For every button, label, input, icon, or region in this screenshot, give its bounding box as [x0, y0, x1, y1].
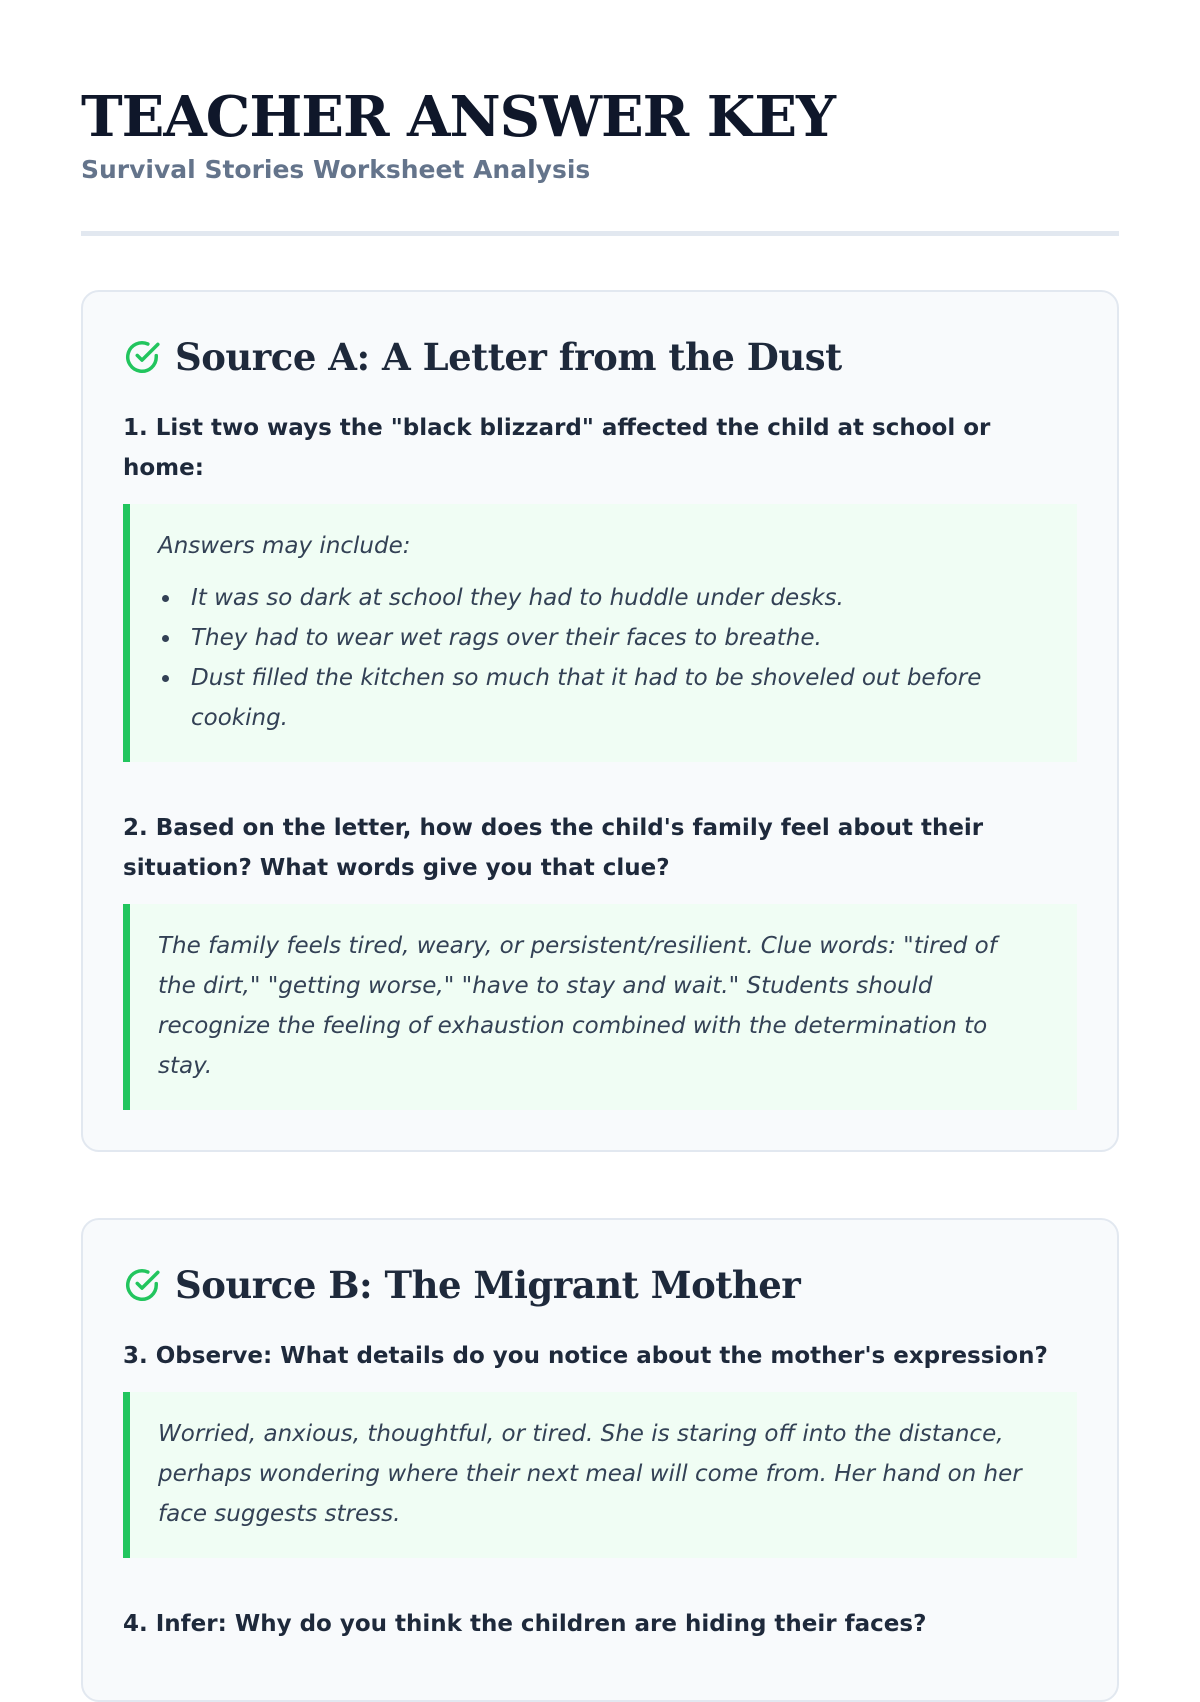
answer-1-intro: Answers may include: — [158, 533, 411, 559]
answer-2: The family feels tired, weary, or persistent/resilient. Clue words: "tired of the dirt," "getting worse," "have to stay and wait." Students should recognize the feeling of exhaustion combined with the determination to stay. — [123, 904, 1077, 1110]
question-4: 4. Infer: Why do you think the children are hiding their faces? — [123, 1611, 927, 1637]
question-1: 1. List two ways the "black blizzard" affected the child at school or home: — [123, 415, 991, 481]
page-title: TEACHER ANSWER KEY — [81, 84, 836, 150]
answer-3: Worried, anxious, thoughtful, or tired. She is staring off into the distance, perhaps wondering where their next meal will come from. Her hand on her face suggests stress. — [123, 1392, 1077, 1558]
source-b-card — [81, 1218, 1119, 1702]
page-header — [81, 82, 1119, 236]
source-b-heading — [123, 1262, 1077, 1308]
source-b-title: Source B: The Migrant Mother — [175, 1263, 801, 1307]
check-circle-icon — [123, 338, 161, 376]
source-a-card — [81, 290, 1119, 1152]
answer-1 — [123, 504, 1077, 762]
check-circle-icon — [123, 1266, 161, 1304]
list-item: They had to wear wet rags over their faces to breathe. — [158, 618, 1037, 658]
source-a-heading — [123, 334, 1077, 380]
page-subtitle: Survival Stories Worksheet Analysis — [81, 155, 591, 184]
question-2: 2. Based on the letter, how does the child's family feel about their situation? What words give you that clue? — [123, 815, 984, 881]
answer-1-list — [158, 578, 1037, 738]
list-item: Dust filled the kitchen so much that it had to be shoveled out before cooking. — [158, 658, 1037, 738]
question-3: 3. Observe: What details do you notice about the mother's expression? — [123, 1343, 1048, 1369]
source-a-title: Source A: A Letter from the Dust — [175, 335, 842, 379]
list-item: It was so dark at school they had to huddle under desks. — [158, 578, 1037, 618]
